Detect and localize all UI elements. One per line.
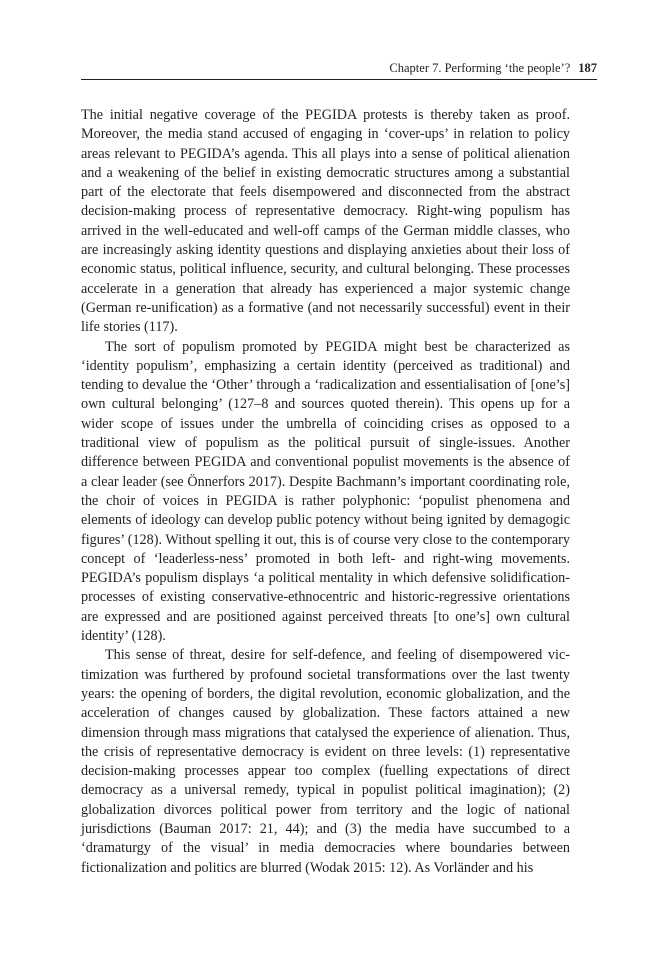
- chapter-title: Chapter 7. Performing ‘the people’?: [389, 61, 571, 75]
- paragraph-1: The initial negative coverage of the PEGIDA protests is thereby taken as proof. Moreover, the media stand accused of engaging in ‘cover-ups’ in relation to policy areas relevant to PEGIDA’s agenda. This all plays into a sense of political alienation and a weakening of the belief in existing democratic structures among a substantial part of the electorate that feels disempowered and disconnected from the abstract decision-making process of representative democracy. Right-wing populism has arrived in the well-educated and well-off camps of the German middle classes, who are increasingly asking identity questions and displaying anxieties about their loss of economic status, political influence, security, and cultural belonging. These processes accelerate in a generation that already has experienced a major systemic change (German re-unification) as a formative (and not necessarily successful) event in their life stories (117).: [81, 107, 570, 336]
- paragraph-3: This sense of threat, desire for self-defence, and feeling of disempowered victimization was furthered by profound societal transformations over the last twenty years: the opening of borders, the digital revolution, economic globalization, and the acceleration of changes caused by globalization. These factors attained a new dimension through mass migrations that catalysed the experience of alienation. Thus, the crisis of representative democracy is evident on three levels: (1) representative decision-making processes appear too complex (fuelling expectations of direct democracy as a universal remedy, typical in populist political imagination); (2) globalization divorces political power from territory and the logic of national jurisdictions (Bauman 2017: 21, 44); and (3) the media have succumbed to a ‘dramaturgy of the visual’ in media democracies where boundaries between fictionalization and politics are blurred (Wodak 2015: 12). As Vorländer and his: [81, 647, 570, 876]
- running-head: [81, 58, 597, 78]
- paragraph-2: The sort of populism promoted by PEGIDA might best be characterized as ‘identity populism’, emphasizing a certain identity (perceived as traditional) and tending to devalue the ‘Other’ through a ‘radicalization and essentialisation of [one’s] own cultural belonging’ (127–8 and sources quoted therein). This opens up for a wider scope of issues under the umbrella of coinciding crises as opposed to a traditional view of populism as the political pursuit of single-issues. Another difference between PEGIDA and conventional populist movements is the absence of a clear leader (see Önnerfors 2017). Despite Bachmann’s important coordinating role, the choir of voices in PEGIDA is rather polyphonic: ‘populist phenomena and elements of ideology can develop public potency without being ignited by demagogic figures’ (128). Without spelling it out, this is of course very close to the contemporary concept of ‘leaderless-ness’ promoted in both left- and right-wing movements. PEGIDA’s populism displays ‘a political mentality in which defensive solidification-processes of existing conservative-ethnocentric and historic-regressive orientations are expressed and are positioned against perceived threats [to one’s] own cultural identity’ (128).: [81, 338, 570, 645]
- header-rule: [81, 79, 597, 80]
- body-text: [81, 106, 570, 878]
- page-number: 187: [578, 61, 597, 75]
